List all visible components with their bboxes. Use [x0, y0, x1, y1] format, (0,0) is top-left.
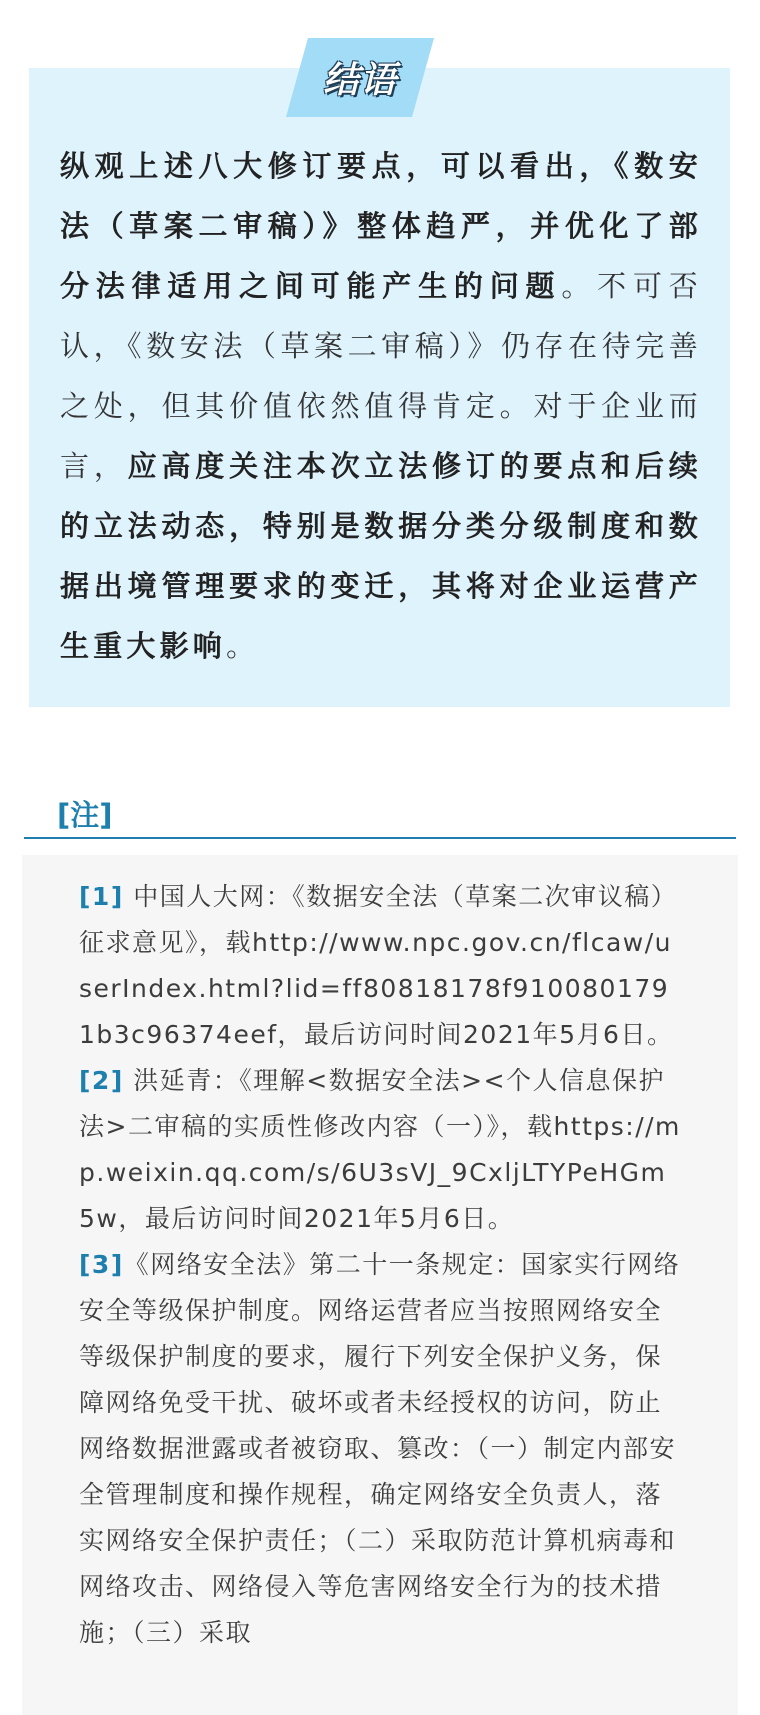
- notes-divider: [24, 837, 736, 839]
- notes-title: [注]: [57, 798, 113, 832]
- conclusion-segment: 。不可否认，《数安法（草案二审稿）》仍存在待完善之处，但其价值依然值得肯定。对于企业而言，: [60, 269, 702, 483]
- note-number: [1]: [79, 882, 124, 911]
- conclusion-badge: [286, 38, 434, 117]
- note-text: 《网络安全法》第二十一条规定：国家实行网络安全等级保护制度。网络运营者应当按照网络安全等级保护制度的要求，履行下列安全保护义务，保障网络免受干扰、破坏或者未经授权的访问，防止网络数据泄露或者被窃取、篡改：（一）制定内部安全管理制度和操作规程，确定网络安全负责人，落实网络安全保护责任；（二）采取防范计算机病毒和网络攻击、网络侵入等危害网络安全行为的技术措施；（三）采取: [79, 1250, 681, 1647]
- conclusion-bold-segment: 纵观上述八大修订要点，可以看出，《数安法（草案二审稿）》整体趋严，并优化了部分法律适用之间可能产生的问题: [60, 149, 702, 303]
- note-item: [79, 1242, 683, 1656]
- conclusion-paragraph: [60, 136, 702, 676]
- note-item: [79, 874, 683, 1058]
- conclusion-segment: 。: [226, 629, 260, 663]
- note-item: [79, 1058, 683, 1242]
- note-text: 中国人大网：《数据安全法（草案二次审议稿）征求意见》，载http://www.npc.gov.cn/flcaw/userIndex.html?lid=ff80818178f9100801791b3c96374eef，最后访问时间2021年5月6日。: [79, 882, 678, 1049]
- note-number: [3]: [79, 1250, 124, 1279]
- note-text: 洪延青：《理解<数据安全法><个人信息保护法>二审稿的实质性修改内容（一）》，载https://mp.weixin.qq.com/s/6U3sVJ_9CxljLTYPeHGm5w，最后访问时间2021年5月6日。: [79, 1066, 681, 1233]
- conclusion-badge-label: 结语: [322, 60, 397, 101]
- conclusion-bold-segment: 应高度关注本次立法修订的要点和后续的立法动态，特别是数据分类分级制度和数据出境管理要求的变迁，其将对企业运营产生重大影响: [60, 449, 703, 663]
- notes-list: [79, 874, 683, 1656]
- note-number: [2]: [79, 1066, 124, 1095]
